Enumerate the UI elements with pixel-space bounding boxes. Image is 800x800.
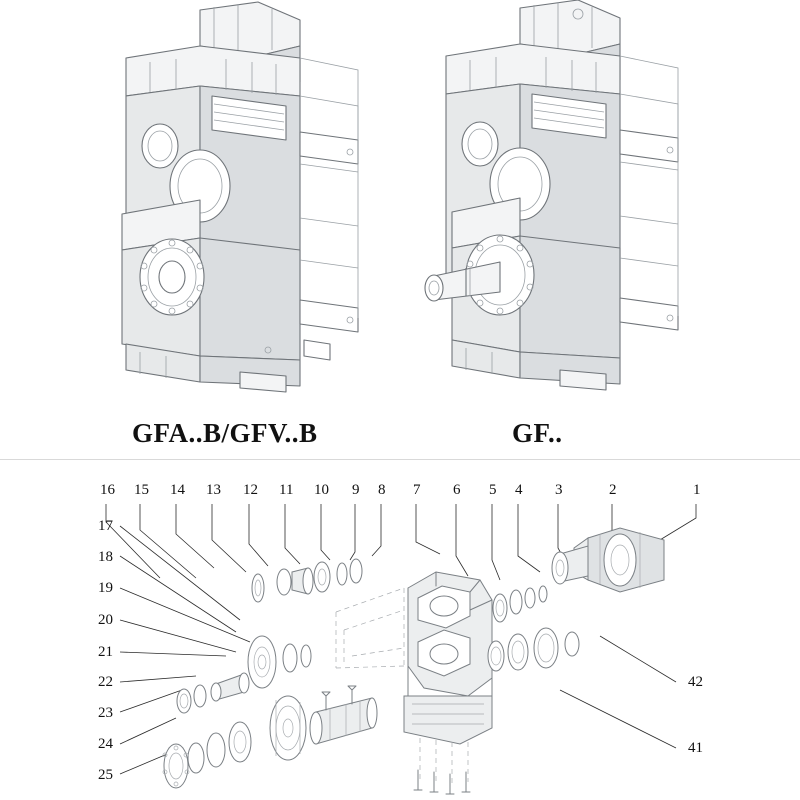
callout-2: 2: [609, 482, 617, 498]
callout-42: 42: [688, 674, 703, 690]
right-gearbox-drawing: [425, 0, 678, 390]
callout-6: 6: [453, 482, 461, 498]
housing-part: [336, 572, 492, 784]
callout-11: 11: [279, 482, 294, 498]
caption-left-model: GFA..B/GFV..B: [132, 418, 318, 448]
callout-4: 4: [515, 482, 523, 498]
rings-right: [488, 586, 579, 671]
leader-lines-right: [560, 636, 676, 748]
input-shaft-parts: [252, 559, 362, 602]
left-gearbox-drawing: [122, 2, 358, 392]
callout-14: 14: [170, 482, 185, 498]
callout-23: 23: [98, 705, 113, 721]
motor-adapter-part: [552, 528, 664, 592]
callout-13: 13: [206, 482, 221, 498]
callout-5: 5: [489, 482, 497, 498]
callout-8: 8: [378, 482, 386, 498]
callout-41: 41: [688, 740, 703, 756]
callout-9: 9: [352, 482, 360, 498]
callout-7: 7: [413, 482, 421, 498]
callout-16: 16: [100, 482, 115, 498]
callout-1: 1: [693, 482, 701, 498]
callout-3: 3: [555, 482, 563, 498]
callout-18: 18: [98, 549, 113, 565]
exploded-line-art: [0, 460, 800, 800]
callout-21: 21: [98, 644, 113, 660]
callout-19: 19: [98, 580, 113, 596]
callout-12: 12: [243, 482, 258, 498]
callout-24: 24: [98, 736, 113, 752]
caption-right-model: GF..: [512, 418, 563, 448]
output-gear-parts: [163, 696, 377, 788]
exploded-parts-diagram: [0, 460, 800, 800]
callout-25: 25: [98, 767, 113, 783]
callout-20: 20: [98, 612, 113, 628]
callout-22: 22: [98, 674, 113, 690]
callout-15: 15: [134, 482, 149, 498]
callout-10: 10: [314, 482, 329, 498]
callout-17: 17: [98, 518, 113, 534]
